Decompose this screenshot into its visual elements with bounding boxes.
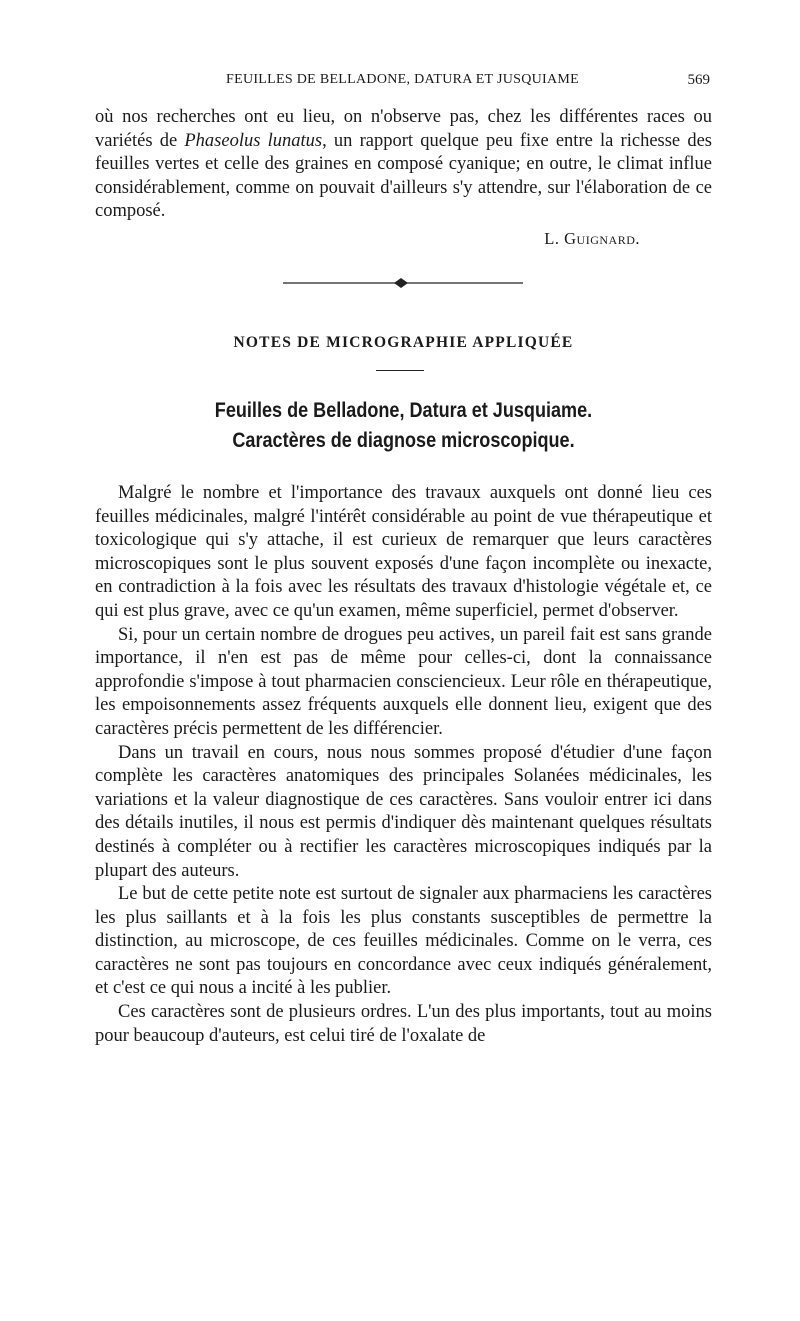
author-name: Guignard. — [564, 229, 640, 248]
article-body — [95, 482, 712, 1048]
section-title: NOTES DE MICROGRAPHIE APPLIQUÉE — [233, 334, 574, 351]
intro-text-after: , un rapport quelque peu fixe entre la richesse des feuilles vertes et celle des graines en composé cyanique; en outre, le climat influe considérablement, comme on pouvait d'ailleurs s'y attendre, sur l'élaboration de ce composé. — [95, 130, 712, 222]
paragraph: Dans un travail en cours, nous nous sommes proposé d'étudier d'une façon complète les caractères anatomiques des principales Solanées médicinales, les variations et la valeur diagnostique de ces caractères. Sans vouloir entrer ici dans des détails inutiles, il nous est permis d'indiquer dès maintenant quelques résultats destinés à compléter ou à rectifier les caractères microscopiques indiqués par la plupart des auteurs. — [95, 742, 712, 881]
paragraph: Ces caractères sont de plusieurs ordres. L'un des plus importants, tout au moins pour beaucoup d'auteurs, est celui tiré de l'oxalate de — [95, 1002, 712, 1046]
article-title-line-2: Caractères de diagnose microscopique. — [232, 429, 575, 452]
intro-text-before: où nos recherches ont eu lieu, on n'observe pas, chez les différentes races ou variétés de — [95, 107, 712, 151]
species-name: Phaseolus lunatus — [184, 130, 323, 151]
paragraph: Le but de cette petite note est surtout de signaler aux pharmaciens les caractères les plus saillants et à la fois les plus constants susceptibles de permettre la distinction, au microscope, de ces feuilles médicinales. Comme on le verra, ces caractères ne sont pas toujours en concordance avec ceux indiqués généralement, et c'est ce qui nous a incité à les publier. — [95, 884, 712, 999]
article-title-line-1: Feuilles de Belladone, Datura et Jusquiame. — [214, 399, 593, 422]
paragraph: Si, pour un certain nombre de drogues peu actives, un pareil fait est sans grande importance, il n'en est pas de même pour celles-ci, dont la connaissance approfondie s'impose à tout pharmacien consciencieux. Leur rôle en thérapeutique, les empoisonnements assez fréquents auxquels elle donnent lieu, exigent que des caractères précis permettent de les différencier. — [95, 624, 712, 739]
intro-paragraph — [95, 106, 712, 224]
author-initial: L. — [544, 229, 565, 248]
title-rule — [376, 370, 424, 371]
paragraph: Malgré le nombre et l'importance des travaux auxquels ont donné lieu ces feuilles médicinales, malgré l'intérêt considérable au point de vue thérapeutique et toxicologique qui s'y attache, il est curieux de remarquer que leurs caractères microscopiques sont le plus souvent exposés d'une façon incomplète ou inexacte, en contradiction à la fois avec les résultats des travaux d'histologie végétale et, ce qui est plus grave, avec ce qu'un examen, même superficiel, permet d'observer. — [95, 483, 712, 621]
running-title: FEUILLES DE BELLADONE, DATURA ET JUSQUIAME — [226, 72, 579, 87]
running-head — [95, 72, 710, 94]
section-divider-ornament — [283, 277, 523, 289]
page-number: 569 — [687, 72, 710, 88]
article-title — [138, 396, 669, 456]
author-signature — [544, 229, 640, 249]
